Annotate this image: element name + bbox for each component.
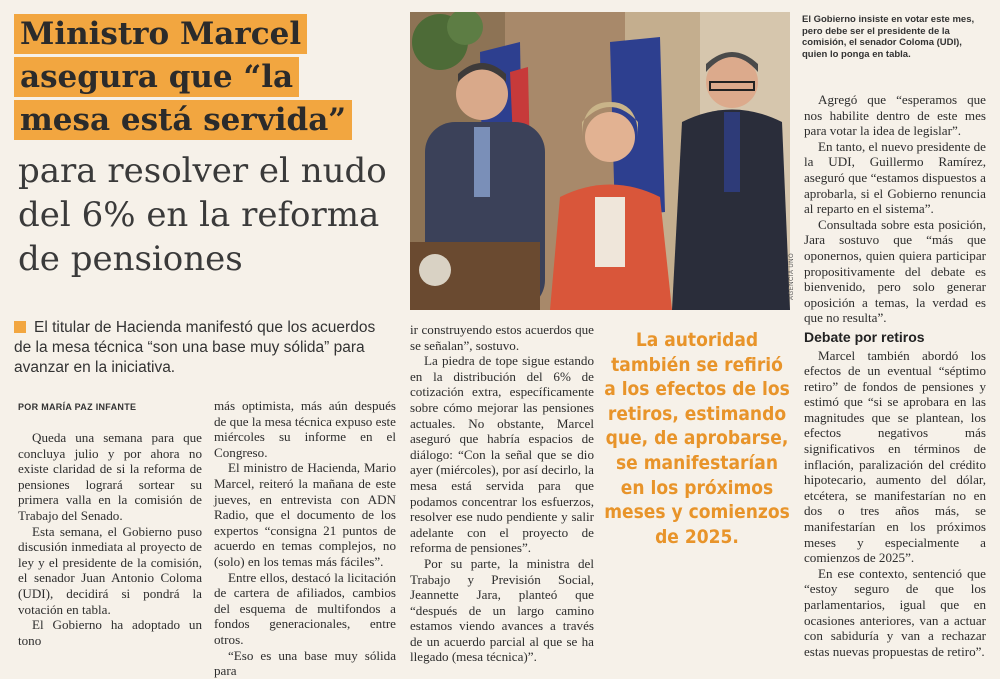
article-column-4 <box>804 92 986 659</box>
paragraph: más optimista, más aún después de que la mesa técnica expuso este miércoles su informe en el Congreso. <box>214 398 396 460</box>
photo-caption: El Gobierno insiste en votar este mes, pero debe ser el presidente de la comisión, el senador Coloma (UDI), quien lo ponga en tabla. <box>802 14 975 60</box>
paragraph: El ministro de Hacienda, Mario Marcel, reiteró la mañana de este jueves, en entrevista con ADN Radio, que el documento de los expertos “consigna 21 puntos de acuerdo en temas complejos, no (solo) en los temas más fáciles”. <box>214 460 396 569</box>
lead-text: El titular de Hacienda manifestó que los acuerdos de la mesa técnica “son una base muy sólida” para avanzar en la iniciativa. <box>14 319 376 376</box>
headline-highlight-line: asegura que “la <box>14 57 299 97</box>
article-column-3 <box>410 322 594 665</box>
paragraph: En ese contexto, sentenció que “estoy seguro de que los parlamentarios, igual que en ocasiones anteriores, van a actuar con sabiduría y van a rechazar estas nuevas propuestas de retiro”. <box>804 565 986 659</box>
paragraph: Entre ellos, destacó la licitación de cartera de afiliados, cambios del esquema de multifondos a fondos generacionales, entre otros. <box>214 569 396 647</box>
byline: POR MARÍA PAZ INFANTE <box>18 402 137 412</box>
headline-highlight-line: mesa está servida” <box>14 100 352 140</box>
pull-quote: La autoridad también se refirió a los efectos de los retiros, estimando que, de aprobarse, se manifestarían en los próximos meses y comienzos de 2025. <box>604 329 790 548</box>
headline <box>14 14 404 281</box>
article-photo <box>410 12 790 310</box>
paragraph: Por su parte, la ministra del Trabajo y Previsión Social, Jeannette Jara, planteó que “después de un largo camino estamos viendo avances a través de un acuerdo parcial al que se ha llegado (mesa técnica)”. <box>410 555 594 665</box>
paragraph: ir construyendo estos acuerdos que se señalan”, sostuvo. <box>410 322 594 353</box>
paragraph: En tanto, el nuevo presidente de la UDI, Guillermo Ramírez, aseguró que “estamos dispuestos a aprobarla, si el Gobierno renuncia al reparto en el sistema”. <box>804 138 986 217</box>
subheading: Debate por retiros <box>804 328 925 345</box>
paragraph: Consultada sobre esta posición, Jara sostuvo que “más que oponernos, quien quiera participar propositivamente del debate es bienvenido, pero solo generar oposición a temas, la verdad es que no resulta”. <box>804 216 986 326</box>
headline-rest-line: de pensiones <box>18 239 243 279</box>
article-column-2 <box>214 398 396 679</box>
ministers-press-photo <box>410 12 790 310</box>
headline-highlight-line: Ministro Marcel <box>14 14 307 54</box>
paragraph: Esta semana, el Gobierno puso discusión inmediata al proyecto de ley y el presidente de la comisión, el senador Juan Antonio Coloma (UDI), decidirá si pondrá la votación en tabla. <box>18 523 202 617</box>
orange-square-icon <box>14 321 26 333</box>
paragraph: El Gobierno ha adoptado un tono <box>18 617 202 648</box>
photo-credit: AGENCIA UNO <box>789 252 795 300</box>
paragraph: Queda una semana para que concluya julio y por ahora no existe claridad de si la reforma de pensiones logrará sortear su primera valla en la comisión de Trabajo del Senado. <box>18 430 202 523</box>
paragraph: La piedra de tope sigue estando en la distribución del 6% de cotización extra, específicamente sobre cómo mejorar las pensiones actuales. No obstante, Marcel aseguró que habría espacios de diálogo: “Con la señal que se dio ayer (miércoles), por así decirlo, la mesa está servida para que podamos concentrar los esfuerzos, resolver ese nudo pendiente y salir adelante con el proyecto de reforma de pensiones”. <box>410 353 594 556</box>
headline-rest-line: del 6% en la reforma <box>18 195 380 235</box>
paragraph: “Eso es una base muy sólida para <box>214 647 396 679</box>
paragraph: Agregó que “esperamos que nos habilite dentro de este mes para votar la idea de legislar”. <box>804 92 986 139</box>
lead-paragraph <box>14 318 394 378</box>
article-column-1 <box>18 430 202 648</box>
paragraph: Marcel también abordó los efectos de un eventual “séptimo retiro” de fondos de pensiones y estimó que “si se aprobara en las magnitudes que se plantean, los efectos negativos más significativos en términos de inflación, paralización del crédito hipotecario, aumento del dólar, etcétera, se manifestarían no en dos o tres años más, se manifestarían en los próximos meses y especialmente a comienzos de 2025”. <box>804 347 986 566</box>
headline-rest <box>14 149 404 281</box>
headline-rest-line: para resolver el nudo <box>18 151 387 191</box>
